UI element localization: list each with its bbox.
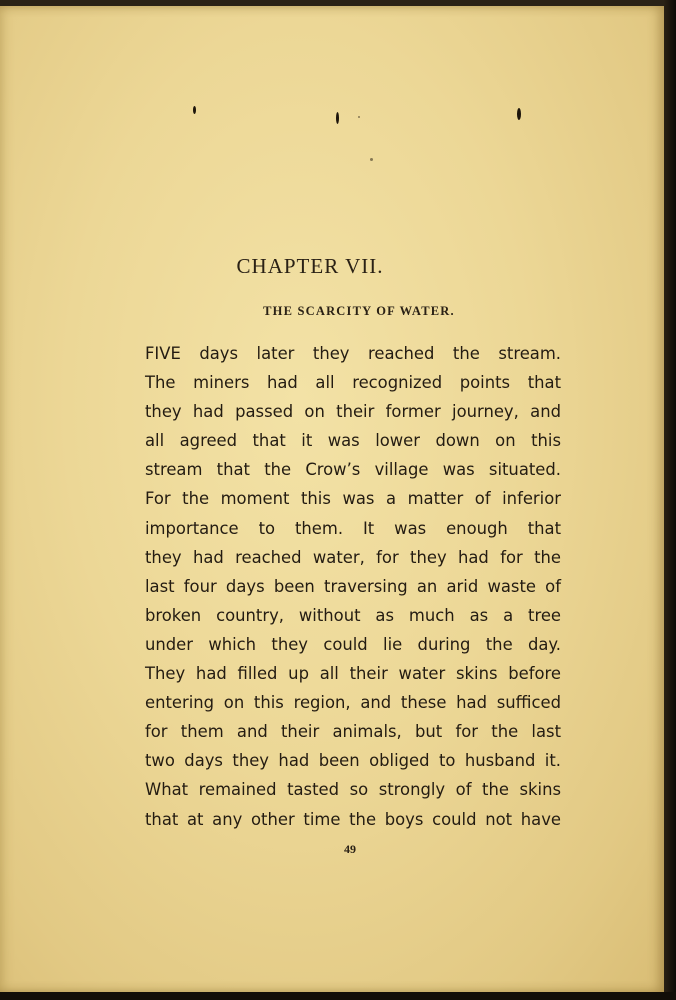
text-line: they had passed on their former journey, and — [145, 402, 561, 422]
text-line: last four days been traversing an arid waste of — [145, 576, 561, 596]
text-line: for them and their animals, but for the last — [145, 722, 561, 742]
text-line: entering on this region, and these had sufficed — [145, 693, 561, 713]
book-page — [0, 6, 664, 992]
text-line: broken country, without as much as a tree — [145, 605, 561, 625]
ink-speck — [358, 116, 360, 118]
ink-speck — [370, 158, 373, 161]
body-paragraph — [145, 339, 561, 834]
chapter-title: CHAPTER VII. — [236, 254, 384, 278]
text-line: stream that the Crow’s village was situated. — [145, 460, 561, 480]
text-line: What remained tasted so strongly of the skins — [145, 780, 561, 800]
text-line: FIVE days later they reached the stream. — [145, 344, 561, 363]
text-line: importance to them. It was enough that — [145, 518, 561, 538]
text-line: two days they had been obliged to husband it. — [145, 751, 561, 771]
text-line: under which they could lie during the day. — [145, 634, 561, 654]
text-line: For the moment this was a matter of inferior — [145, 489, 561, 509]
text-line: that at any other time the boys could not have — [145, 809, 561, 829]
ink-speck — [336, 112, 339, 124]
chapter-subtitle: THE SCARCITY OF WATER. — [263, 304, 455, 318]
ink-speck — [193, 106, 196, 114]
scan-bottom-edge — [0, 992, 676, 1000]
text-line: They had filled up all their water skins before — [145, 664, 561, 684]
ink-speck — [517, 108, 521, 120]
text-line: all agreed that it was lower down on this — [145, 431, 561, 451]
book-spine-edge — [664, 0, 676, 1000]
text-line: The miners had all recognized points that — [145, 373, 561, 393]
text-line: they had reached water, for they had for the — [145, 547, 561, 567]
page-number: 49 — [344, 842, 356, 856]
